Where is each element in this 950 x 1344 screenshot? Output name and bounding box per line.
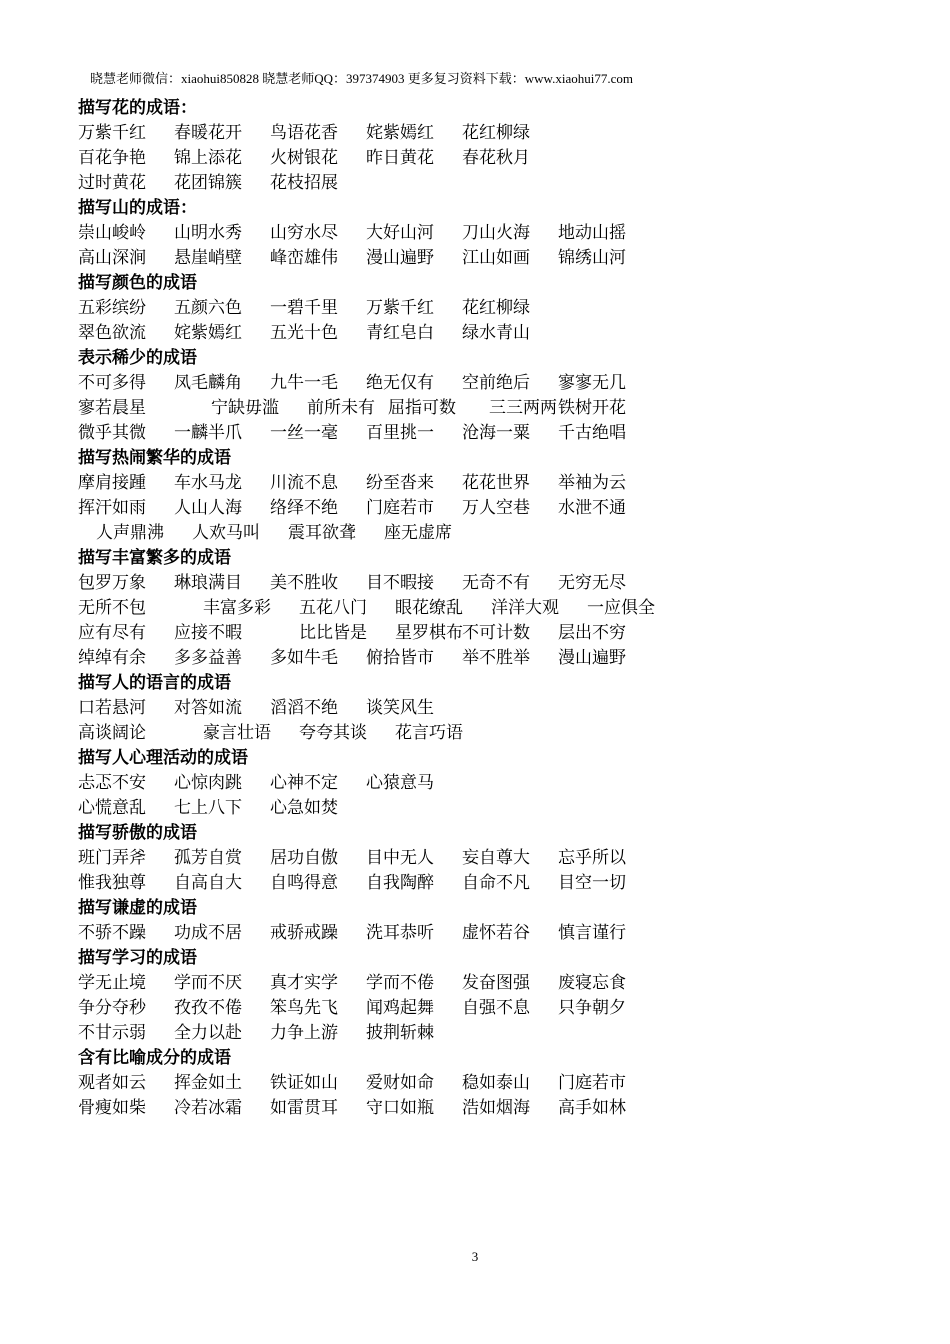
- idiom: 自强不息: [462, 998, 530, 1018]
- idiom: 高山深涧: [78, 248, 146, 268]
- idiom: 学而不倦: [366, 973, 434, 993]
- idiom: 夸夸其谈: [299, 723, 367, 743]
- idiom: 目空一切: [558, 873, 626, 893]
- idiom: 滔滔不绝: [270, 698, 338, 718]
- idiom: 万紫千红: [78, 123, 146, 143]
- idiom-list: [78, 96, 898, 1121]
- idiom: 应接不暇: [174, 623, 242, 643]
- idiom: 摩肩接踵: [78, 473, 146, 493]
- idiom: 美不胜收: [270, 573, 338, 593]
- section-heading: 含有比喻成分的成语: [78, 1048, 231, 1068]
- idiom: 心慌意乱: [78, 798, 146, 818]
- idiom: 悬崖峭壁: [174, 248, 242, 268]
- idiom: 观者如云: [78, 1073, 146, 1093]
- idiom: 一麟半爪: [174, 423, 242, 443]
- idiom: 沧海一粟: [462, 423, 530, 443]
- idiom: 屈指可数: [388, 398, 456, 418]
- idiom-row: [78, 371, 898, 396]
- idiom: 漫山遍野: [558, 648, 626, 668]
- idiom: 人欢马叫: [192, 523, 260, 543]
- idiom: 孜孜不倦: [174, 998, 242, 1018]
- idiom: 铁证如山: [270, 1073, 338, 1093]
- idiom: 闻鸡起舞: [366, 998, 434, 1018]
- idiom: 姹紫嫣红: [174, 323, 242, 343]
- idiom-row: [78, 121, 898, 146]
- idiom: 花团锦簇: [174, 173, 242, 193]
- idiom: 功成不居: [174, 923, 242, 943]
- idiom: 自鸣得意: [270, 873, 338, 893]
- idiom: 层出不穷: [558, 623, 626, 643]
- idiom: 万紫千红: [366, 298, 434, 318]
- idiom: 豪言壮语: [203, 723, 271, 743]
- idiom: 三三两两: [489, 398, 557, 418]
- idiom: 心急如焚: [270, 798, 338, 818]
- idiom-row: [78, 521, 898, 546]
- idiom: 花言巧语: [395, 723, 463, 743]
- idiom: 居功自傲: [270, 848, 338, 868]
- idiom: 目中无人: [366, 848, 434, 868]
- idiom: 锦上添花: [174, 148, 242, 168]
- idiom: 五颜六色: [174, 298, 242, 318]
- idiom: 举不胜举: [462, 648, 530, 668]
- idiom-row: [78, 1021, 898, 1046]
- idiom-row: [78, 871, 898, 896]
- section-heading: 描写花的成语：: [78, 98, 197, 118]
- section-heading: 描写热闹繁华的成语: [78, 448, 231, 468]
- idiom-row: [78, 496, 898, 521]
- idiom: 震耳欲聋: [288, 523, 356, 543]
- idiom: 无所不包: [78, 598, 146, 618]
- idiom: 春花秋月: [462, 148, 530, 168]
- idiom-row: [78, 846, 898, 871]
- idiom: 对答如流: [174, 698, 242, 718]
- section-heading: 描写谦虚的成语: [78, 898, 197, 918]
- idiom: 微乎其微: [78, 423, 146, 443]
- idiom: 全力以赴: [174, 1023, 242, 1043]
- section-heading: 描写丰富繁多的成语: [78, 548, 231, 568]
- idiom: 七上八下: [174, 798, 242, 818]
- idiom: 洗耳恭听: [366, 923, 434, 943]
- idiom: 火树银花: [270, 148, 338, 168]
- section-heading: 描写山的成语：: [78, 198, 197, 218]
- idiom: 举袖为云: [558, 473, 626, 493]
- idiom: 五彩缤纷: [78, 298, 146, 318]
- idiom: 绰绰有余: [78, 648, 146, 668]
- section-heading: 表示稀少的成语: [78, 348, 197, 368]
- idiom: 学无止境: [78, 973, 146, 993]
- section-heading: 描写人的语言的成语: [78, 673, 231, 693]
- idiom-row: [78, 796, 898, 821]
- idiom: 花花世界: [462, 473, 530, 493]
- idiom-row: [78, 771, 898, 796]
- idiom: 比比皆是: [299, 623, 367, 643]
- idiom-row: [78, 996, 898, 1021]
- idiom-row: [78, 471, 898, 496]
- section-heading: 描写人心理活动的成语: [78, 748, 248, 768]
- idiom: 铁树开花: [558, 398, 626, 418]
- idiom: 川流不息: [270, 473, 338, 493]
- idiom-row: [78, 696, 898, 721]
- idiom: 无奇不有: [462, 573, 530, 593]
- idiom: 忐忑不安: [78, 773, 146, 793]
- idiom: 寥若晨星: [78, 398, 146, 418]
- idiom: 力争上游: [270, 1023, 338, 1043]
- idiom: 多如牛毛: [270, 648, 338, 668]
- idiom: 妄自尊大: [462, 848, 530, 868]
- idiom: 真才实学: [270, 973, 338, 993]
- idiom: 姹紫嫣红: [366, 123, 434, 143]
- idiom: 谈笑风生: [366, 698, 434, 718]
- idiom-row: [78, 721, 898, 746]
- idiom: 翠色欲流: [78, 323, 146, 343]
- idiom: 地动山摇: [558, 223, 626, 243]
- idiom: 座无虚席: [384, 523, 452, 543]
- idiom: 发奋图强: [462, 973, 530, 993]
- idiom: 花枝招展: [270, 173, 338, 193]
- idiom: 班门弄斧: [78, 848, 146, 868]
- idiom: 一应俱全: [587, 598, 655, 618]
- idiom: 万人空巷: [462, 498, 530, 518]
- idiom: 惟我独尊: [78, 873, 146, 893]
- idiom: 花红柳绿: [462, 298, 530, 318]
- idiom: 守口如瓶: [366, 1098, 434, 1118]
- idiom-row: [78, 621, 898, 646]
- idiom: 山明水秀: [174, 223, 242, 243]
- idiom: 崇山峻岭: [78, 223, 146, 243]
- section-heading: 描写骄傲的成语: [78, 823, 197, 843]
- idiom-row: [78, 571, 898, 596]
- idiom: 绿水青山: [462, 323, 530, 343]
- idiom: 不可多得: [78, 373, 146, 393]
- idiom: 慎言谨行: [558, 923, 626, 943]
- idiom-row: [78, 921, 898, 946]
- idiom: 包罗万象: [78, 573, 146, 593]
- idiom: 门庭若市: [558, 1073, 626, 1093]
- idiom: 纷至沓来: [366, 473, 434, 493]
- idiom: 不可计数: [462, 623, 530, 643]
- idiom: 高手如林: [558, 1098, 626, 1118]
- idiom: 俯拾皆市: [366, 648, 434, 668]
- idiom: 目不暇接: [366, 573, 434, 593]
- idiom: 前所未有: [307, 398, 375, 418]
- idiom: 一碧千里: [270, 298, 338, 318]
- idiom-row: [78, 246, 898, 271]
- idiom: 络绎不绝: [270, 498, 338, 518]
- idiom: 眼花缭乱: [395, 598, 463, 618]
- idiom-row: [78, 396, 898, 421]
- idiom: 九牛一毛: [270, 373, 338, 393]
- idiom: 寥寥无几: [558, 373, 626, 393]
- idiom: 车水马龙: [174, 473, 242, 493]
- idiom: 稳如泰山: [462, 1073, 530, 1093]
- idiom: 戒骄戒躁: [270, 923, 338, 943]
- section-heading: 描写颜色的成语: [78, 273, 197, 293]
- idiom-row: [78, 596, 898, 621]
- idiom: 不甘示弱: [78, 1023, 146, 1043]
- idiom: 多多益善: [174, 648, 242, 668]
- idiom: 青红皂白: [366, 323, 434, 343]
- idiom: 绝无仅有: [366, 373, 434, 393]
- idiom: 只争朝夕: [558, 998, 626, 1018]
- idiom: 心神不定: [270, 773, 338, 793]
- idiom: 爱财如命: [366, 1073, 434, 1093]
- idiom-row: [78, 321, 898, 346]
- idiom-row: [78, 146, 898, 171]
- idiom: 水泄不通: [558, 498, 626, 518]
- idiom: 琳琅满目: [174, 573, 242, 593]
- idiom: 春暖花开: [174, 123, 242, 143]
- idiom: 昨日黄花: [366, 148, 434, 168]
- idiom: 无穷无尽: [558, 573, 626, 593]
- idiom: 废寝忘食: [558, 973, 626, 993]
- idiom: 应有尽有: [78, 623, 146, 643]
- idiom-row: [78, 421, 898, 446]
- idiom: 自我陶醉: [366, 873, 434, 893]
- idiom: 星罗棋布: [395, 623, 463, 643]
- idiom: 丰富多彩: [203, 598, 271, 618]
- idiom-row: [78, 971, 898, 996]
- page-header: 晓慧老师微信：xiaohui850828 晓慧老师QQ：397374903 更多复习资料下载：www.xiaohui77.com: [90, 71, 633, 86]
- idiom-row: [78, 221, 898, 246]
- idiom-row: [78, 171, 898, 196]
- idiom-row: [78, 296, 898, 321]
- idiom: 洋洋大观: [491, 598, 559, 618]
- idiom: 空前绝后: [462, 373, 530, 393]
- idiom: 浩如烟海: [462, 1098, 530, 1118]
- idiom: 人声鼎沸: [96, 523, 164, 543]
- idiom: 峰峦雄伟: [270, 248, 338, 268]
- idiom: 山穷水尽: [270, 223, 338, 243]
- idiom: 自高自大: [174, 873, 242, 893]
- idiom: 冷若冰霜: [174, 1098, 242, 1118]
- idiom: 刀山火海: [462, 223, 530, 243]
- idiom: 不骄不躁: [78, 923, 146, 943]
- idiom: 花红柳绿: [462, 123, 530, 143]
- idiom: 门庭若市: [366, 498, 434, 518]
- idiom-row: [78, 646, 898, 671]
- idiom: 过时黄花: [78, 173, 146, 193]
- idiom: 心惊肉跳: [174, 773, 242, 793]
- idiom: 江山如画: [462, 248, 530, 268]
- idiom: 锦绣山河: [558, 248, 626, 268]
- idiom: 学而不厌: [174, 973, 242, 993]
- idiom: 百里挑一: [366, 423, 434, 443]
- idiom: 宁缺毋滥: [211, 398, 279, 418]
- idiom: 挥汗如雨: [78, 498, 146, 518]
- idiom: 披荆斩棘: [366, 1023, 434, 1043]
- idiom: 忘乎所以: [558, 848, 626, 868]
- idiom-row: [78, 1096, 898, 1121]
- section-heading: 描写学习的成语: [78, 948, 197, 968]
- idiom-row: [78, 1071, 898, 1096]
- idiom: 虚怀若谷: [462, 923, 530, 943]
- idiom: 五花八门: [299, 598, 367, 618]
- idiom: 鸟语花香: [270, 123, 338, 143]
- idiom: 争分夺秒: [78, 998, 146, 1018]
- idiom: 挥金如土: [174, 1073, 242, 1093]
- idiom: 大好山河: [366, 223, 434, 243]
- idiom: 骨瘦如柴: [78, 1098, 146, 1118]
- idiom: 自命不凡: [462, 873, 530, 893]
- idiom: 高谈阔论: [78, 723, 146, 743]
- idiom: 漫山遍野: [366, 248, 434, 268]
- idiom: 人山人海: [174, 498, 242, 518]
- idiom: 百花争艳: [78, 148, 146, 168]
- idiom: 如雷贯耳: [270, 1098, 338, 1118]
- idiom: 孤芳自赏: [174, 848, 242, 868]
- idiom: 一丝一毫: [270, 423, 338, 443]
- idiom: 笨鸟先飞: [270, 998, 338, 1018]
- idiom: 心猿意马: [366, 773, 434, 793]
- idiom: 五光十色: [270, 323, 338, 343]
- idiom: 千古绝唱: [558, 423, 626, 443]
- page-number: 3: [471, 1249, 479, 1264]
- idiom: 口若悬河: [78, 698, 146, 718]
- idiom: 凤毛麟角: [174, 373, 242, 393]
